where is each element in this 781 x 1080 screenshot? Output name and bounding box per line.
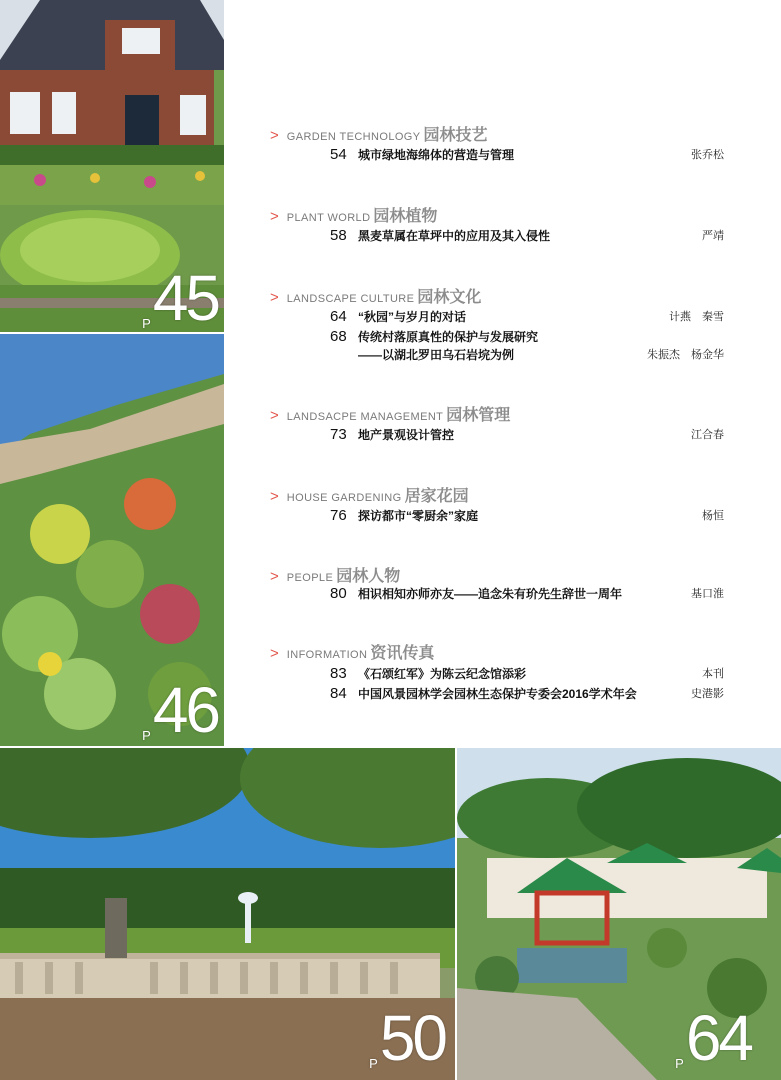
- entry-page-number: 54: [330, 146, 347, 163]
- section-title-cn: 园林人物: [336, 568, 401, 585]
- photo-brick-house-garden: [0, 0, 224, 332]
- entry-author: 杨恒: [702, 510, 724, 522]
- entry-page-number: 64: [330, 308, 347, 325]
- section-title-cn: 资讯传真: [370, 645, 435, 662]
- photo-succulent-slope: [0, 334, 224, 746]
- section-heading: [270, 402, 510, 425]
- entry-author: 计燕 秦雪: [669, 311, 724, 323]
- entry-page-number: 58: [330, 227, 347, 244]
- entry-author: 江合春: [691, 429, 724, 441]
- entry-title: 传统村落原真性的保护与发展研究: [358, 330, 539, 344]
- entry-title: 相识相知亦师亦友——追念朱有玠先生辞世一周年: [358, 587, 623, 601]
- entry-title: 中国风景园林学会园林生态保护专委会2016学术年会: [358, 687, 637, 701]
- section-heading: [270, 640, 434, 663]
- section-title-cn: 园林文化: [417, 289, 482, 306]
- section-title-en: PEOPLE: [286, 572, 334, 584]
- table-of-contents: [224, 0, 781, 748]
- photo-chinese-pavilion-garden: [457, 748, 781, 1080]
- page-ref-50: [369, 1002, 445, 1074]
- entry-title: 城市绿地海绵体的营造与管理: [358, 148, 515, 162]
- section-title-en: LANDSACPE MANAGEMENT: [286, 411, 444, 423]
- page-number: 64: [685, 1002, 751, 1074]
- arrow-icon: >: [270, 127, 279, 144]
- entry-page-number: 76: [330, 507, 347, 524]
- entry-page-number: 83: [330, 665, 347, 682]
- entry-author: 基口淮: [691, 588, 724, 600]
- arrow-icon: >: [270, 208, 279, 225]
- toc-entry[interactable]: [330, 426, 724, 444]
- entry-page-number: 73: [330, 426, 347, 443]
- section-title-en: INFORMATION: [286, 649, 368, 661]
- page-ref-p: P: [369, 1056, 378, 1071]
- entry-title: 《石颂红军》为陈云纪念馆添彩: [358, 667, 527, 681]
- toc-entry[interactable]: [330, 146, 724, 164]
- arrow-icon: >: [270, 407, 279, 424]
- section-heading: [270, 563, 400, 586]
- entry-title: 探访都市“零厨余”家庭: [358, 509, 479, 523]
- arrow-icon: >: [270, 645, 279, 662]
- section-title-en: PLANT WORLD: [286, 212, 371, 224]
- section-heading: [270, 122, 488, 145]
- section-heading: [270, 203, 437, 226]
- toc-entry[interactable]: [330, 308, 724, 326]
- page-number: 50: [379, 1002, 445, 1074]
- section-title-en: HOUSE GARDENING: [286, 492, 402, 504]
- page-ref-p: P: [142, 316, 151, 331]
- entry-page-number: 68: [330, 328, 347, 345]
- section-title-cn: 园林技艺: [423, 127, 488, 144]
- page-number: 46: [152, 674, 218, 746]
- entry-author: 严靖: [702, 230, 724, 242]
- page-ref-46: [142, 674, 218, 746]
- entry-author: 本刊: [702, 668, 724, 680]
- section-title-en: GARDEN TECHNOLOGY: [286, 131, 421, 143]
- arrow-icon: >: [270, 568, 279, 585]
- section-heading: [270, 284, 481, 307]
- page-number: 45: [152, 262, 218, 332]
- photo-fountain-garden: [0, 748, 455, 1080]
- toc-entry[interactable]: [330, 227, 724, 245]
- entry-title: 地产景观设计管控: [358, 428, 455, 442]
- toc-entry[interactable]: [330, 665, 724, 683]
- entry-page-number: 84: [330, 685, 347, 702]
- section-title-cn: 园林管理: [446, 407, 511, 424]
- entry-subtitle: ——以湖北罗田乌石岩垸为例: [358, 348, 515, 362]
- page-ref-p: P: [142, 728, 151, 743]
- arrow-icon: >: [270, 488, 279, 505]
- entry-author: 史港影: [691, 688, 724, 700]
- page-ref-64: [675, 1002, 751, 1074]
- toc-entry[interactable]: [330, 507, 724, 525]
- entry-author: 张乔松: [691, 149, 724, 161]
- toc-entry[interactable]: [330, 685, 724, 703]
- section-title-cn: 园林植物: [373, 208, 438, 225]
- toc-entry[interactable]: [330, 328, 724, 364]
- section-title-cn: 居家花园: [404, 488, 469, 505]
- page-ref-45: [142, 262, 218, 332]
- entry-page-number: 80: [330, 585, 347, 602]
- section-title-en: LANDSCAPE CULTURE: [286, 293, 415, 305]
- toc-entry[interactable]: [330, 585, 724, 603]
- entry-title: “秋园”与岁月的对话: [358, 310, 467, 324]
- entry-title: 黑麦草属在草坪中的应用及其入侵性: [358, 229, 551, 243]
- section-heading: [270, 483, 469, 506]
- page-ref-p: P: [675, 1056, 684, 1071]
- arrow-icon: >: [270, 289, 279, 306]
- entry-author: 朱振杰 杨金华: [647, 349, 724, 361]
